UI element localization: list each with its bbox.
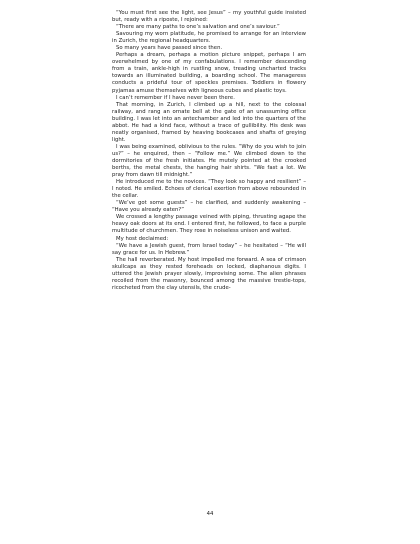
paragraph: “We have a Jewish guest, from Israel today” – he hesitated – “He will say grace for us. In Hebrew.” xyxy=(112,242,306,256)
paragraph: I can’t remember if I have never been there. xyxy=(116,94,235,101)
paragraph: He introduced me to the novices. “They look so happy and resilient” – I noted. He smiled. Echoes of clerical exertion from above rebounded in the cellar. xyxy=(112,179,306,200)
paragraph: That morning, in Zurich, I climbed up a hill, next to the colossal railway, and rang an ornate bell at the gate of an unassuming office building. I was let into an antechamber and led into the quarters of the abbot. He had a kind face, without a trace of gullibility. His desk was neatly organised, framed by heaving bookcases and shafts of greying light. xyxy=(112,101,306,143)
page-number: 44 xyxy=(206,511,214,517)
paragraph: Perhaps a dream, perhaps a motion picture snippet, perhaps I am overwhelmed by one of my confabulations. I remember descending from a train, ankle-high in rustling snow, treading uncharted tracks towards an illuminated building, a boarding school. The manageress conducts a prideful tour of speckles premises. Toddlers in flowery pyjamas amuse themselves with ligneous cubes and plastic toys. xyxy=(112,52,306,94)
paragraph: “You must first see the light, see Jesus” – my youthful guide insisted but, ready with a riposte, I rejoined: xyxy=(112,10,306,24)
paragraph: “We’ve got some guests” – he clarified, and suddenly awakening – “Have you already eaten?” xyxy=(112,200,306,214)
paragraph: “There are many paths to one’s salvation and one’s saviour.” xyxy=(116,24,280,31)
paragraph: The hall reverberated. My host impelled me forward. A sea of crimson skullcaps as they rested foreheads on locked, diaphanous digits. I uttered the Jewish prayer slowly, improvising some. The alien phrases recoiled from the masonry, bounced among the massive trestle-tops, ricocheted from the clay utensils, the crude- xyxy=(112,256,306,291)
body-text xyxy=(112,10,306,292)
paragraph: My host declaimed: xyxy=(116,235,169,242)
paragraph: We crossed a lengthy passage veined with piping, thrusting agape the heavy oak doors at its end. I entered first, he followed, to face a purple multitude of churchmen. They rose in noiseless unison and waited. xyxy=(112,214,306,235)
paragraph: Savouring my worn platitude, he promised to arrange for an interview in Zurich, the regional headquarters. xyxy=(112,31,306,45)
paragraph: I was being examined, oblivious to the rules. “Why do you wish to join us?” – he enquired, then – “Follow me.” We climbed down to the dormitories of the fresh initiates. He mutely pointed at the crooked berths, the metal chests, the hanging hair shirts. “We fast a lot. We pray from dawn till midnight.” xyxy=(112,143,306,179)
paragraph: So many years have passed since then. xyxy=(116,45,223,52)
